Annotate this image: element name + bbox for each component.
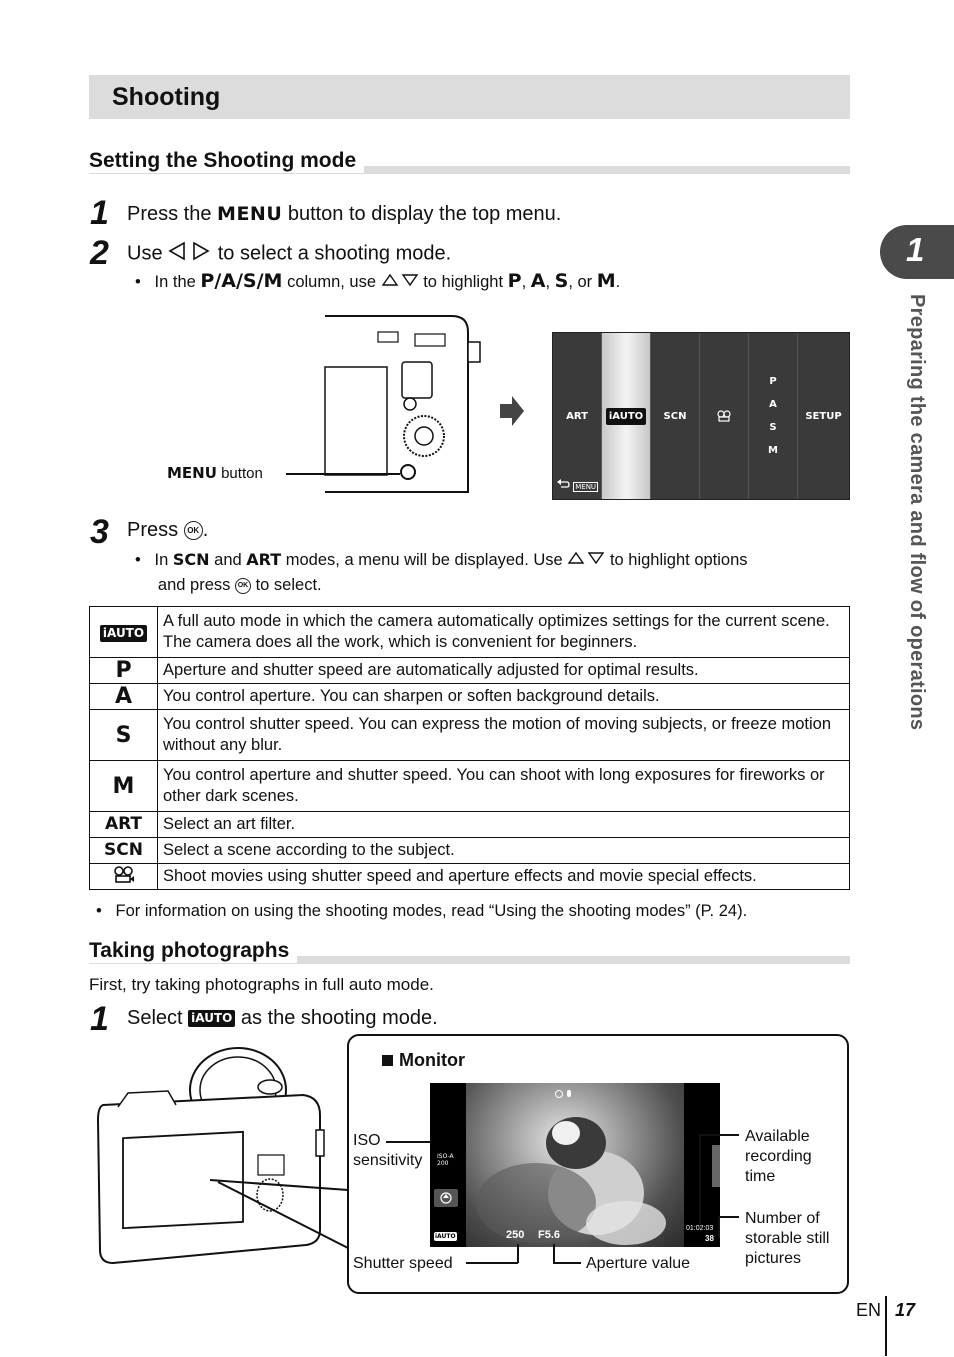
table-row bbox=[90, 812, 850, 838]
step2-bullet: • In the P/A/S/M column, use to highlight P, A, S, or M. bbox=[135, 270, 621, 292]
ok-icon: OK bbox=[235, 578, 251, 594]
storable-callout-line bbox=[718, 1216, 739, 1218]
flash-mode-icon bbox=[434, 1189, 458, 1207]
mode-menu-screen bbox=[552, 332, 850, 500]
info-bullet: • For information on using the shooting modes, read “Using the shooting modes” (P. 24). bbox=[96, 902, 748, 920]
table-symbol: P bbox=[90, 658, 158, 684]
table-symbol: SCN bbox=[90, 838, 158, 864]
shutter-speed-label: Shutter speed bbox=[353, 1255, 453, 1272]
iauto-icon: iAUTO bbox=[90, 607, 158, 658]
storable-callout-line bbox=[718, 1216, 720, 1238]
menu-button-label: MENU button bbox=[167, 464, 263, 482]
shutter-callout-line bbox=[517, 1244, 519, 1263]
step-number: 2 bbox=[90, 234, 109, 272]
up-down-arrows-icon bbox=[567, 551, 605, 569]
table-row bbox=[90, 864, 850, 890]
step1-text: Press the MENU button to display the top menu. bbox=[127, 203, 562, 225]
mode-menu-setup[interactable]: SETUP bbox=[805, 410, 842, 422]
mode-menu-art[interactable]: ART bbox=[553, 333, 602, 499]
heading-taking-photographs: Taking photographs bbox=[89, 939, 297, 963]
step-number: 1 bbox=[90, 194, 109, 232]
ok-icon: OK bbox=[184, 521, 203, 540]
step-number: 1 bbox=[90, 1000, 109, 1038]
camera-back-illustration bbox=[320, 312, 490, 496]
screen-photo bbox=[466, 1083, 684, 1247]
shutter-readout: 250 bbox=[506, 1229, 525, 1241]
footer-lang: EN bbox=[856, 1300, 882, 1320]
table-cell: Aperture and shutter speed are automatically adjusted for optimal results. bbox=[158, 658, 850, 684]
table-row bbox=[90, 710, 850, 761]
table-cell: You control aperture. You can sharpen or soften background details. bbox=[158, 684, 850, 710]
table-symbol: M bbox=[90, 761, 158, 812]
table-row bbox=[90, 607, 850, 658]
step3-text: Press OK . bbox=[127, 519, 209, 541]
table-cell: Shoot movies using shutter speed and aperture effects and movie special effects. bbox=[158, 864, 850, 890]
menu-callout-line bbox=[286, 473, 400, 475]
rectime-callout-line bbox=[699, 1134, 739, 1136]
iso-readout: ISO-A 200 bbox=[437, 1153, 454, 1167]
storable-count-readout: 38 bbox=[705, 1234, 714, 1243]
page-number: 17 bbox=[895, 1300, 916, 1320]
table-cell: Select a scene according to the subject. bbox=[158, 838, 850, 864]
mode-table bbox=[89, 606, 850, 890]
table-row bbox=[90, 658, 850, 684]
movie-icon[interactable] bbox=[700, 333, 749, 499]
battery-indicator-icon bbox=[712, 1145, 720, 1187]
mic-icon bbox=[554, 1086, 576, 1104]
table-row bbox=[90, 761, 850, 812]
table-symbol: ART bbox=[90, 812, 158, 838]
recording-time-label: Available recording time bbox=[745, 1128, 812, 1185]
chapter-number: 1 bbox=[906, 231, 925, 268]
footer-rule bbox=[885, 1296, 887, 1356]
table-cell: You control shutter speed. You can express the motion of moving subjects, or freeze motion without any blur. bbox=[158, 710, 850, 761]
monitor-title: Monitor bbox=[382, 1050, 465, 1071]
section-banner bbox=[89, 75, 850, 119]
recording-time-readout: 01:02:03 bbox=[686, 1225, 714, 1232]
shutter-callout-line bbox=[466, 1262, 518, 1264]
aperture-readout: F5.6 bbox=[538, 1229, 561, 1241]
table-cell: A full auto mode in which the camera automatically optimizes settings for the current scene. The camera does all the work, which is convenient for beginners. bbox=[158, 607, 850, 658]
chapter-tab bbox=[880, 225, 954, 279]
table-cell: Select an art filter. bbox=[158, 812, 850, 838]
aperture-callout-line bbox=[553, 1244, 555, 1263]
up-down-arrows-icon bbox=[381, 273, 419, 291]
left-right-arrows-icon bbox=[168, 241, 212, 267]
aperture-value-label: Aperture value bbox=[586, 1255, 691, 1272]
mode-menu-pasm[interactable]: P A S M bbox=[749, 333, 798, 499]
square-bullet-icon bbox=[382, 1055, 393, 1066]
zoom-callout-lines bbox=[210, 1160, 350, 1255]
intro-text: First, try taking photographs in full auto mode. bbox=[89, 975, 434, 994]
table-row bbox=[90, 838, 850, 864]
step-number: 3 bbox=[90, 513, 109, 551]
step3-bullet: • In SCN and ART modes, a menu will be displayed. Use to highlight options and press OK to select. bbox=[135, 550, 748, 594]
table-symbol: S bbox=[90, 710, 158, 761]
back-menu-icon: MENU bbox=[557, 479, 598, 491]
table-row bbox=[90, 684, 850, 710]
arrow-right-icon bbox=[500, 396, 524, 431]
section-title: Shooting bbox=[112, 83, 221, 111]
storable-pictures-label: Number of storable still pictures bbox=[745, 1210, 830, 1267]
select-iauto-text: Select iAUTO as the shooting mode. bbox=[127, 1007, 438, 1029]
movie-icon bbox=[90, 864, 158, 890]
table-symbol: A bbox=[90, 684, 158, 710]
iauto-icon: iAUTO bbox=[188, 1010, 235, 1027]
table-cell: You control aperture and shutter speed. You can shoot with long exposures for fireworks or other dark scenes. bbox=[158, 761, 850, 812]
heading-setting-mode: Setting the Shooting mode bbox=[89, 149, 364, 173]
aperture-callout-line bbox=[553, 1262, 581, 1264]
step2-text: Use to select a shooting mode. bbox=[127, 241, 451, 267]
chapter-side-title: Preparing the camera and flow of operations bbox=[906, 294, 928, 731]
iauto-icon: iAUTO bbox=[435, 1233, 456, 1241]
iso-label: ISO sensitivity bbox=[353, 1132, 423, 1169]
rectime-callout-line bbox=[699, 1134, 701, 1224]
mode-menu-scn[interactable]: SCN bbox=[651, 333, 700, 499]
mode-menu-iauto[interactable]: iAUTO bbox=[602, 333, 651, 499]
